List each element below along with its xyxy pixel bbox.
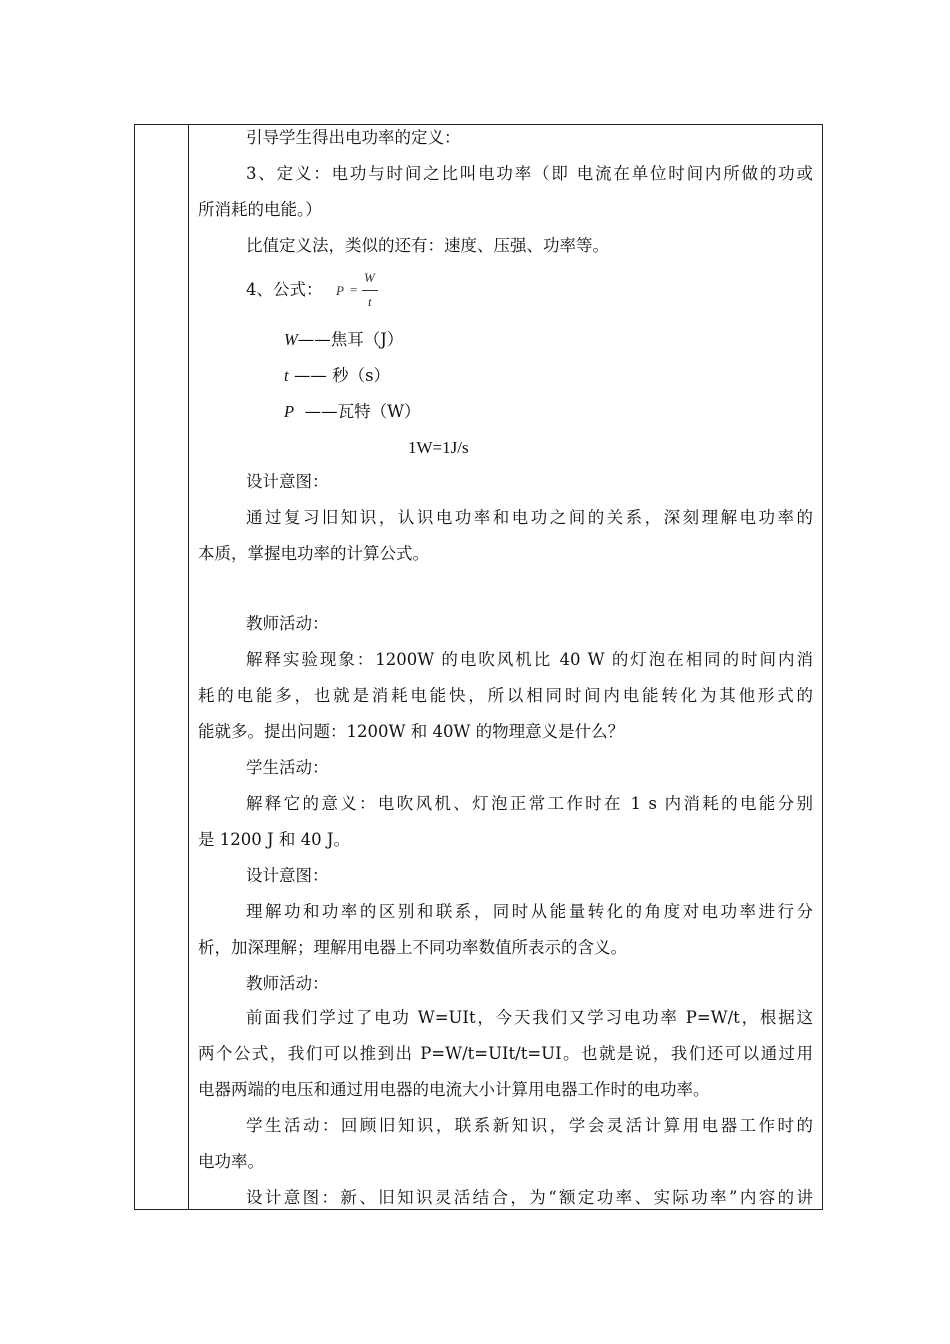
unit-dash: —— bbox=[297, 330, 331, 349]
text-line: 引导学生得出电功率的定义： bbox=[246, 128, 461, 147]
text-line: 通过复习旧知识，认识电功率和电功之间的关系，深刻理解电功率的 bbox=[246, 508, 813, 527]
formula-equals: = bbox=[350, 282, 358, 297]
unit-name: 焦耳（J） bbox=[330, 330, 404, 349]
formula-lhs: P bbox=[336, 283, 344, 298]
text-line: 耗的电能多，也就是消耗电能快，所以相同时间内电能转化为其他形式的 bbox=[198, 686, 813, 705]
unit-line-t bbox=[284, 366, 390, 386]
text-line: 电器两端的电压和通过用电器的电流大小计算用电器工作时的电功率。 bbox=[198, 1080, 710, 1099]
text-line: 3、定义：电功与时间之比叫电功率（即 电流在单位时间内所做的功或 bbox=[246, 164, 813, 183]
text-line: 学生活动：回顾旧知识，联系新知识，学会灵活计算用电器工作时的 bbox=[246, 1116, 813, 1135]
text-line: 析，加深理解；理解用电器上不同功率数值所表示的含义。 bbox=[198, 938, 627, 957]
unit-dash: —— bbox=[294, 402, 338, 421]
text-line: 前面我们学过了电功 W=UIt，今天我们又学习电功率 P=W/t，根据这 bbox=[246, 1008, 813, 1027]
formula-numerator: W bbox=[364, 270, 375, 285]
unit-symbol: t bbox=[284, 366, 289, 385]
formula-denominator: t bbox=[368, 294, 372, 309]
text-line: 设计意图： bbox=[246, 866, 329, 885]
text-line: 电功率。 bbox=[198, 1152, 264, 1171]
text-line: 能就多。提出问题：1200W 和 40W 的物理意义是什么？ bbox=[198, 722, 625, 741]
power-formula bbox=[336, 270, 386, 314]
text-line: 教师活动： bbox=[246, 614, 329, 633]
text-line: 设计意图： bbox=[246, 472, 329, 491]
column-divider bbox=[188, 124, 189, 1210]
unit-dash: —— bbox=[288, 366, 333, 385]
unit-relation: 1W=1J/s bbox=[408, 438, 469, 457]
text-line: 是 1200 J 和 40 J。 bbox=[198, 830, 350, 849]
text-line: 学生活动： bbox=[246, 758, 329, 777]
text-line: 理解功和功率的区别和联系，同时从能量转化的角度对电功率进行分 bbox=[246, 902, 813, 921]
unit-name: 瓦特（W） bbox=[337, 402, 421, 421]
unit-symbol: P bbox=[284, 402, 295, 421]
unit-line-p bbox=[284, 402, 421, 422]
text-line: 教师活动： bbox=[246, 974, 329, 993]
text-line: 解释它的意义：电吹风机、灯泡正常工作时在 1 s 内消耗的电能分别 bbox=[246, 794, 813, 813]
formula-label: 4、公式： bbox=[246, 280, 323, 299]
text-line: 所消耗的电能。） bbox=[198, 200, 322, 219]
text-line: 本质，掌握电功率的计算公式。 bbox=[198, 544, 429, 563]
unit-line-w bbox=[284, 330, 403, 350]
unit-symbol: W bbox=[284, 330, 298, 349]
text-line: 设计意图：新、旧知识灵活结合，为“额定功率、实际功率”内容的讲 bbox=[246, 1188, 813, 1207]
text-line: 比值定义法，类似的还有：速度、压强、功率等。 bbox=[246, 236, 609, 255]
text-line: 两个公式，我们可以推到出 P=W/t=UIt/t=UI。也就是说，我们还可以通过用 bbox=[198, 1044, 813, 1063]
text-line: 解释实验现象：1200W 的电吹风机比 40 W 的灯泡在相同的时间内消 bbox=[246, 650, 813, 669]
fraction-bar bbox=[362, 290, 378, 291]
unit-name: 秒（s） bbox=[332, 366, 391, 385]
